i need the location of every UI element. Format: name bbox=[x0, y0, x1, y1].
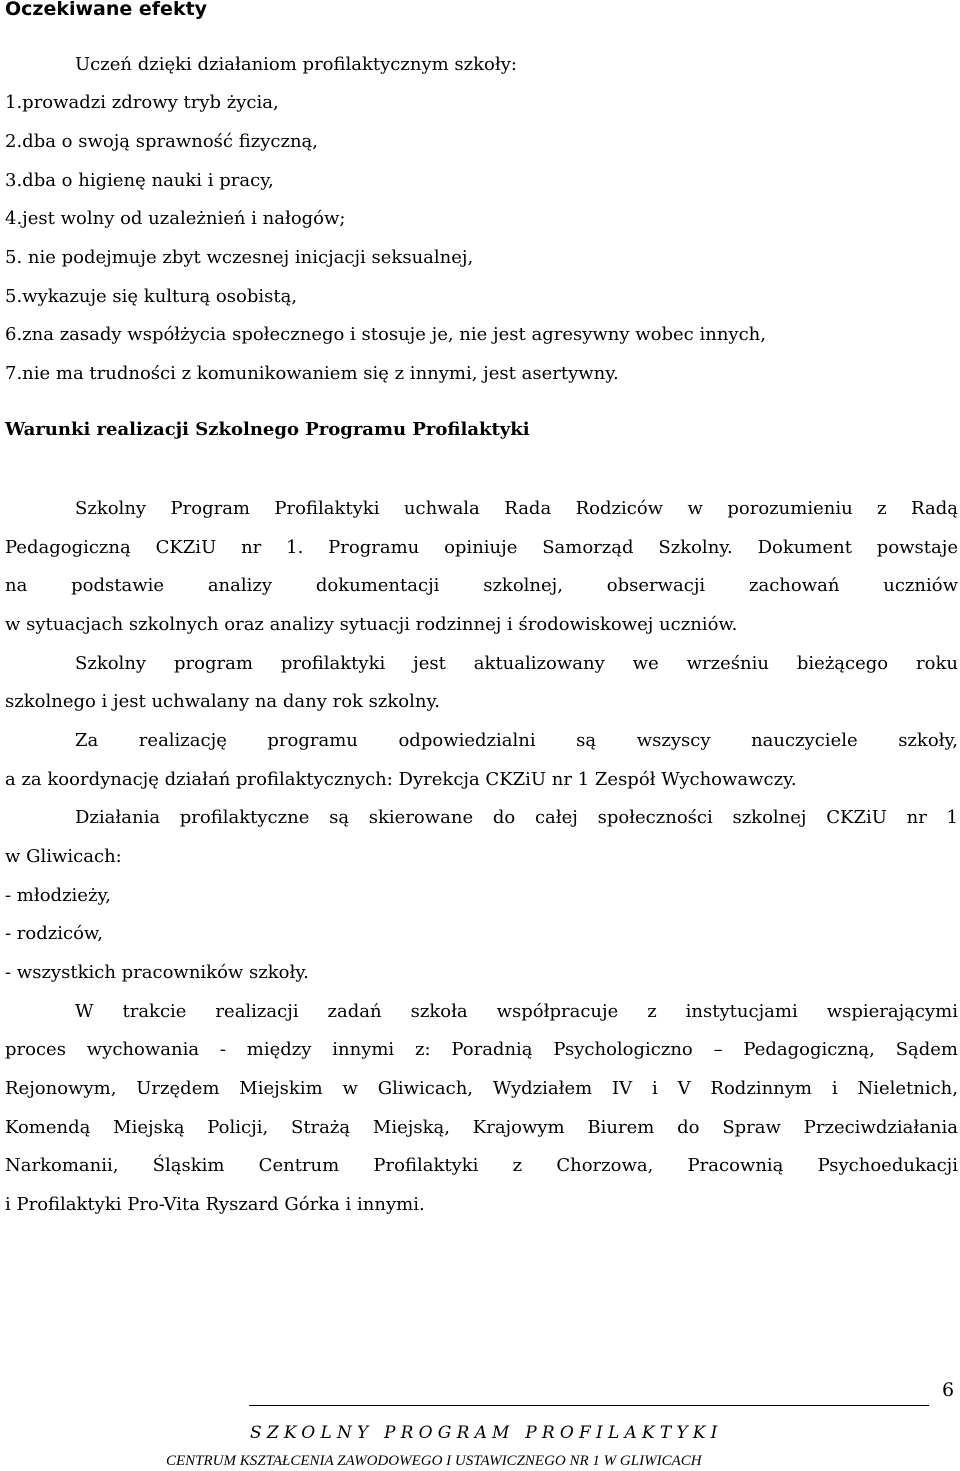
paragraph-line: Pedagogiczną CKZiU nr 1. Programu opiniuje Samorząd Szkolny. Dokument powstaje bbox=[5, 537, 958, 558]
footer-divider bbox=[249, 1405, 929, 1406]
paragraph-line: Rejonowym, Urzędem Miejskim w Gliwicach, Wydziałem IV i V Rodzinnym i Nieletnich, bbox=[5, 1078, 958, 1099]
paragraph-line: Komendą Miejską Policji, Strażą Miejską, Krajowym Biurem do Spraw Przeciwdziałania bbox=[5, 1117, 958, 1138]
effects-intro: Uczeń dzięki działaniom profilaktycznym szkoły: bbox=[75, 54, 517, 75]
paragraph-line: proces wychowania - między innymi z: Poradnią Psychologiczno – Pedagogiczną, Sądem bbox=[5, 1039, 958, 1060]
paragraph-line: w Gliwicach: bbox=[5, 846, 122, 867]
paragraph-line: szkolnego i jest uchwalany na dany rok szkolny. bbox=[5, 691, 440, 712]
paragraph-line: w sytuacjach szkolnych oraz analizy sytuacji rodzinnej i środowiskowej uczniów. bbox=[5, 614, 738, 635]
page-number: 6 bbox=[942, 1379, 955, 1401]
section-heading-implementation-conditions: Warunki realizacji Szkolnego Programu Profilaktyki bbox=[5, 419, 530, 440]
paragraph-line: Szkolny program profilaktyki jest aktualizowany we wrześniu bieżącego roku bbox=[75, 653, 958, 674]
effect-item: 2.dba o swoją sprawność fizyczną, bbox=[5, 131, 318, 152]
effect-item: 5. nie podejmuje zbyt wczesnej inicjacji seksualnej, bbox=[5, 247, 474, 268]
effect-item: 4.jest wolny od uzależnień i nałogów; bbox=[5, 208, 346, 229]
effect-item: 3.dba o higienę nauki i pracy, bbox=[5, 170, 274, 191]
effect-item: 1.prowadzi zdrowy tryb życia, bbox=[5, 92, 279, 113]
footer-title: SZKOLNY PROGRAM PROFILAKTYKI bbox=[250, 1423, 723, 1443]
effect-item: 5.wykazuje się kulturą osobistą, bbox=[5, 286, 298, 307]
audience-list-item: - młodzieży, bbox=[5, 885, 111, 906]
paragraph-line: i Profilaktyki Pro-Vita Ryszard Górka i innymi. bbox=[5, 1194, 425, 1215]
effect-item: 6.zna zasady współżycia społecznego i stosuje je, nie jest agresywny wobec innych, bbox=[5, 324, 766, 345]
paragraph-line: Działania profilaktyczne są skierowane do całej społeczności szkolnej CKZiU nr 1 bbox=[75, 807, 958, 828]
paragraph-line: Narkomanii, Śląskim Centrum Profilaktyki z Chorzowa, Pracownią Psychoedukacji bbox=[5, 1155, 958, 1176]
section-heading-expected-effects: Oczekiwane efekty bbox=[5, 0, 208, 20]
paragraph-line: na podstawie analizy dokumentacji szkolnej, obserwacji zachowań uczniów bbox=[5, 575, 958, 596]
paragraph-line: Szkolny Program Profilaktyki uchwala Rada Rodziców w porozumieniu z Radą bbox=[75, 498, 958, 519]
paragraph-line: W trakcie realizacji zadań szkoła współpracuje z instytucjami wspierającymi bbox=[75, 1001, 958, 1022]
audience-list-item: - wszystkich pracowników szkoły. bbox=[5, 962, 309, 983]
paragraph-line: a za koordynację działań profilaktycznych: Dyrekcja CKZiU nr 1 Zespół Wychowawczy. bbox=[5, 769, 797, 790]
effect-item: 7.nie ma trudności z komunikowaniem się z innymi, jest asertywny. bbox=[5, 363, 619, 384]
paragraph-line: Za realizację programu odpowiedzialni są wszyscy nauczyciele szkoły, bbox=[75, 730, 958, 751]
footer-subtitle: CENTRUM KSZTAŁCENIA ZAWODOWEGO I USTAWICZNEGO NR 1 W GLIWICACH bbox=[166, 1453, 702, 1469]
audience-list-item: - rodziców, bbox=[5, 923, 103, 944]
